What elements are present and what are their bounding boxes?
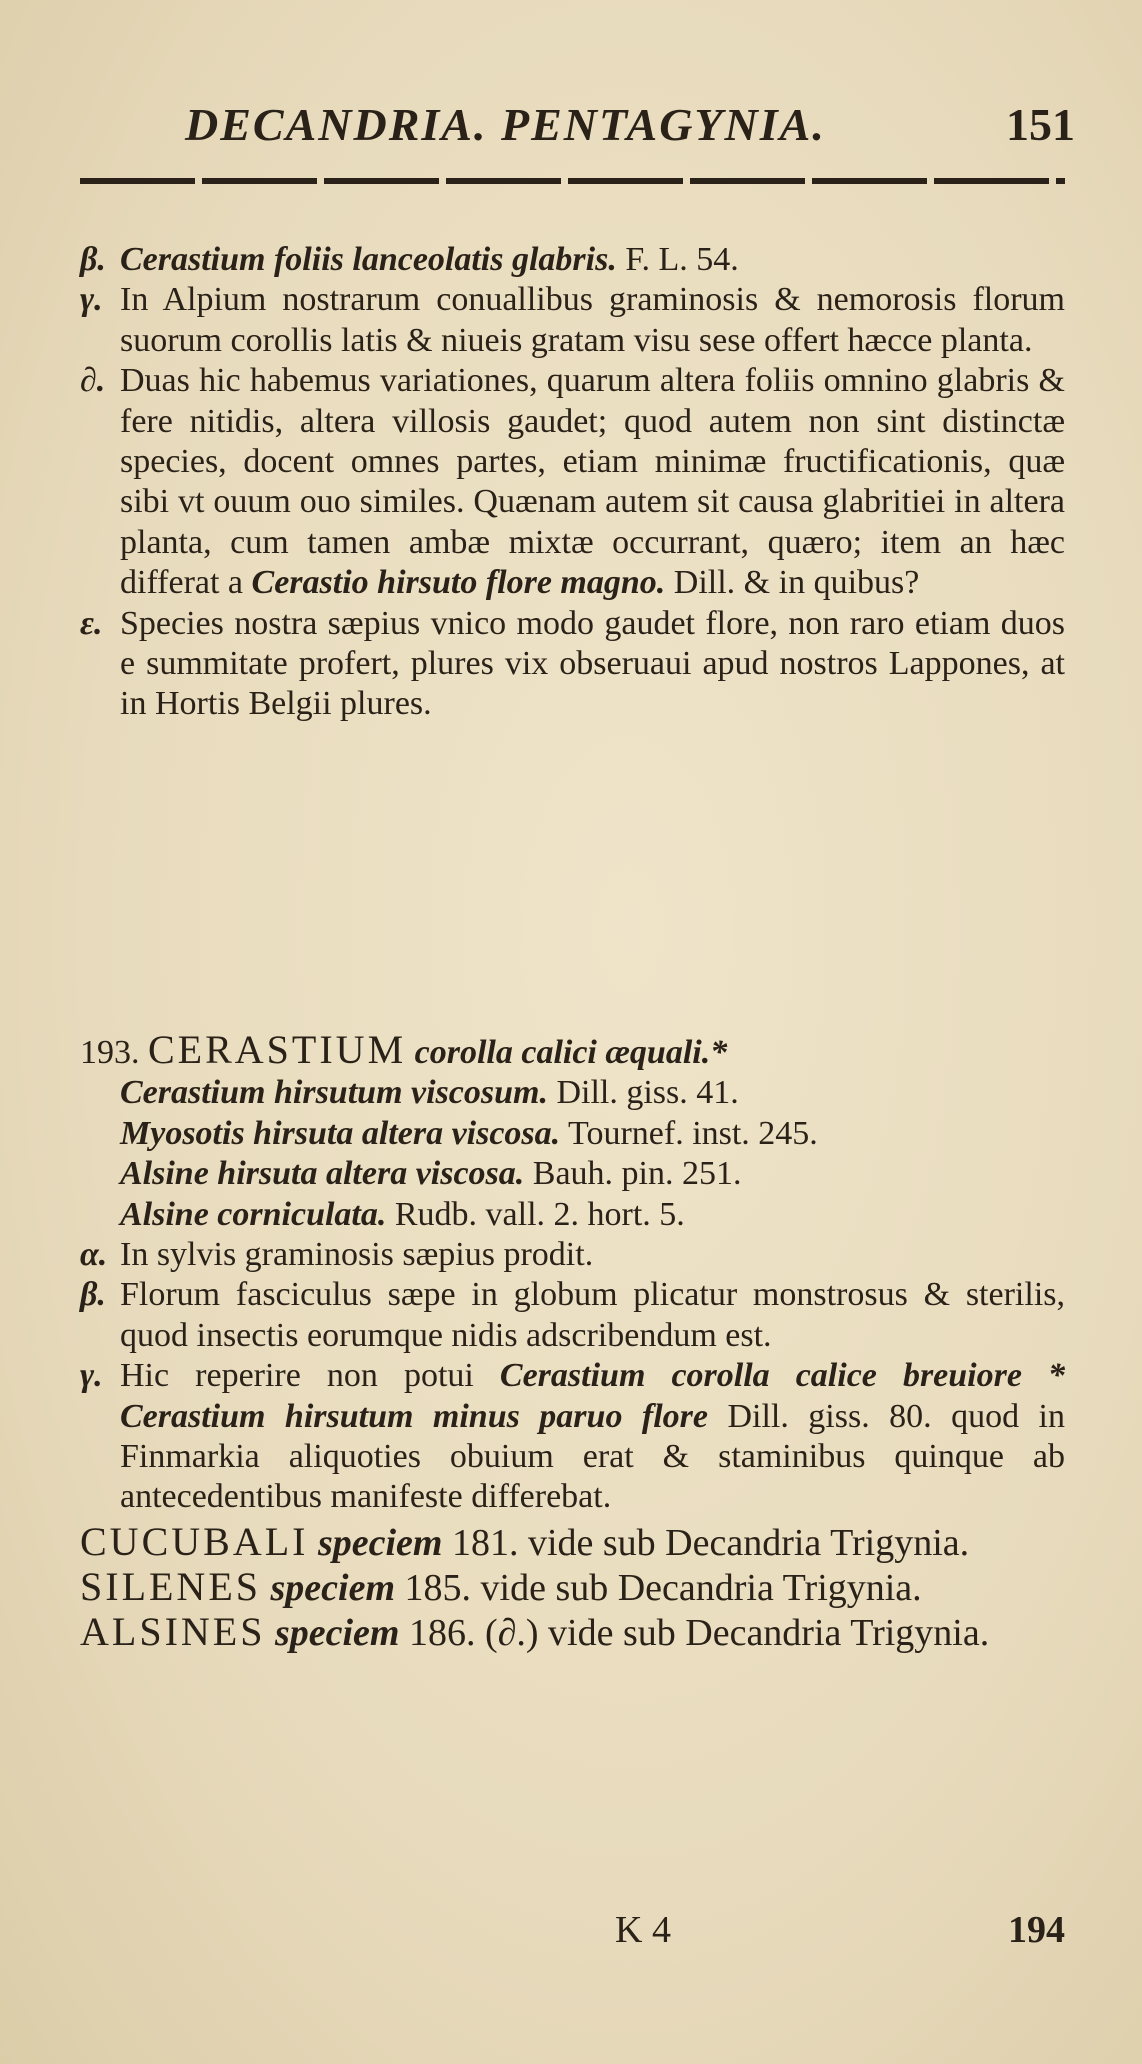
page-footer [80,1908,1065,1958]
section-varieties [80,240,1065,725]
variety-marker: β. [80,241,106,278]
genus-name: SILENES [80,1563,261,1609]
synonym-reference: Rudb. vall. 2. hort. 5. [386,1195,685,1233]
reference-text: 181. vide sub Decandria Trigynia. [442,1521,970,1564]
reference-text: 185. vide sub Decandria Trigynia. [395,1566,922,1609]
synonym-name: Alsine corniculata. [120,1195,387,1233]
genus-name: CERASTIUM [148,1027,407,1072]
variety-marker: β. [80,1276,106,1314]
latin-name: Cerastium foliis lanceolatis glabris. [120,241,617,278]
variety-gamma [80,280,1065,361]
paragraph-tail: Dill. & in quibus? [665,564,920,602]
species-word: speciem [270,1566,396,1609]
page-number: 151 [1006,99,1075,150]
variety-delta [80,361,1065,603]
synonym-line [80,1154,1065,1194]
synonym-name: Cerastium hirsutum viscosum. [120,1074,548,1112]
paragraph-text: Species nostra sæpius vnico modo gaudet flore, non raro etiam duos e summitate profert, plures vix obseruaui apud nostros Lappones, at in Hortis Belgii plures. [120,604,1065,723]
variety-marker: α. [80,1236,108,1274]
synonym-line [80,1073,1065,1113]
paragraph-text: Duas hic habemus variationes, quarum altera foliis omnino glabris & fere nitidis, altera villosis gaudet; quod autem non sint distinctæ species, docent omnes partes, etiam minimæ fructificationis, quæ sibi vt ouum ouo similes. Quænam autem sit causa glabritiei in altera planta, cum tamen ambæ mixtæ occurrant, quæro; item an hæc differat a [120,362,1065,602]
variety-alpha [80,1235,1065,1275]
paragraph-text: Hic reperire non potui [120,1357,500,1395]
synonym-name: Myosotis hirsuta altera viscosa. [120,1114,561,1152]
species-number: 193. [80,1034,140,1071]
section-cerastium [80,1027,1066,1654]
running-header [185,98,1075,158]
cross-reference [80,1563,1065,1609]
synonym-reference: Dill. giss. 41. [547,1074,739,1112]
signature-mark: K 4 [615,1909,671,1951]
variety-epsilon [80,604,1065,725]
cross-reference [80,1608,1065,1654]
variety-beta [80,1275,1065,1356]
genus-name: CUCUBALI [80,1518,309,1564]
cross-reference [80,1518,1065,1564]
variety-gamma [80,1356,1065,1518]
reference-text: F. L. 54. [616,241,739,278]
species-word: speciem [317,1521,443,1564]
paragraph-tail: Dill. giss. 80. quod in Finmarkia aliquoties obuium erat & staminibus quinque ab antecedentibus manifeste differebat. [120,1397,1066,1516]
paragraph-text: Florum fasciculus sæpe in globum plicatur monstrosus & sterilis, quod insectis eorumque nidis adscribendum est. [120,1276,1065,1354]
genus-diagnosis: corolla calici æquali.* [414,1034,728,1071]
synonym-reference: Bauh. pin. 251. [524,1155,742,1193]
header-rule [80,178,1065,184]
variety-marker: γ. [80,1357,103,1395]
variety-beta [80,240,1065,280]
genus-heading [80,1027,1065,1073]
species-word: speciem [274,1611,400,1654]
synonym-reference: Tournef. inst. 245. [560,1114,818,1152]
paragraph-text: In sylvis graminosis sæpius prodit. [120,1236,594,1274]
latin-name: Cerastium corolla calice breuiore * Cerastium hirsutum minus paruo flore [120,1357,1065,1435]
variety-marker: γ. [80,281,103,319]
synonym-line [80,1114,1065,1154]
page-title: DECANDRIA. PENTAGYNIA. [185,99,826,150]
variety-marker: ∂. [80,362,106,400]
synonym-name: Alsine hirsuta altera viscosa. [120,1155,525,1193]
catchword: 194 [1008,1909,1065,1951]
latin-name: Cerastio hirsuto flore magno. [251,564,666,602]
genus-name: ALSINES [80,1608,266,1654]
synonym-line [80,1195,1065,1235]
reference-text: 186. (∂.) vide sub Decandria Trigynia. [399,1611,990,1654]
paragraph-text: In Alpium nostrarum conuallibus graminosis & nemorosis florum suorum corollis latis & niueis gratam visu sese offert hæcce planta. [120,281,1065,359]
variety-marker: ε. [80,604,103,642]
